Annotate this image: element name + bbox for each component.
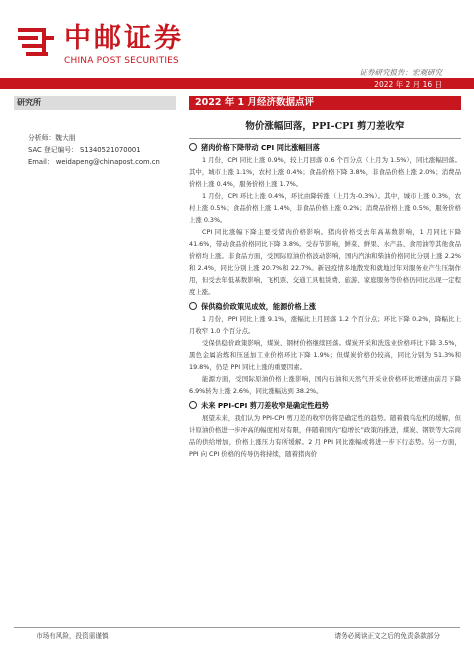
report-subtitle: 物价涨幅回落，PPI-CPI 剪刀差收窄 <box>245 121 405 132</box>
subtitle-divider <box>189 138 461 139</box>
paragraph: CPI 同比涨幅下降主要受猪肉价格影响。猪肉价格受去年高基数影响，1 月同比下降 41.6%，带动食品价格同比下降 3.8%。受春节影响，鲜菜、鲜果、水产品、食用油等其他食品价格均上涨。非食品方面，受国际原油价格波动影响，国内汽油和柴油价格同比分别上涨 2.2%和 2.4%，同比分别上涨 20.7%和 22.7%。新冠疫情多地散发和就地过年对服务业产生压制作用，但受去年低基数影响，飞机票、交通工具租赁费、旅游、家庭服务等价格仍同比出现一定程度上涨。 <box>189 228 461 296</box>
analyst-email: Email： weidapeng@chinapost.com.cn <box>28 158 160 166</box>
report-title: 2022 年 1 月经济数据点评 <box>189 96 461 110</box>
footer-divider <box>14 627 460 628</box>
section-heading-3: 未来 PPI-CPI 剪刀差收窄是确定性趋势 <box>189 400 461 412</box>
paragraph: 能源方面，受国际原油价格上涨影响，国内石油和天然气开采业价格环比增速由前月下降 6.9%转为上涨 2.6%，同比涨幅达到 38.2%。 <box>189 375 461 395</box>
brand-name-cn: 中邮证券 <box>64 23 184 54</box>
left-panel <box>14 96 176 168</box>
paragraph: 受保供稳价政策影响，煤炭、钢材价格继续回落。煤炭开采和洗选业价格环比下降 3.5%，黑色金属冶炼和压延加工业价格环比下降 1.9%；但煤炭价格仍较高，同比分别为 51.3%和 19.8%，仍是 PPI 同比上涨的重要因素。 <box>189 339 461 371</box>
bullet-icon <box>189 302 197 310</box>
left-panel-heading: 研究所 <box>14 96 176 110</box>
analyst-sac: SAC 登记编号： S1340521070001 <box>28 146 141 154</box>
footer-disclaimer: 请务必阅读正文之后的免责条款部分 <box>334 632 440 640</box>
brand-name-en: CHINA POST SECURITIES <box>64 56 179 66</box>
paragraph: 1 月份，PPI 同比上涨 9.1%，涨幅比上月回落 1.2 个百分点；环比下降 0.2%，降幅比上月收窄 1.0 个百分点。 <box>189 315 461 335</box>
china-post-logo-icon <box>16 22 56 62</box>
report-type: 证券研究报告：宏观研究 <box>359 68 442 77</box>
paragraph: 展望未来，我们认为 PPI-CPI 剪刀差的收窄仍将是确定性的趋势。随着俄乌危机的缓解，但计原油价格进一步冲高的幅度相对有限，伴随着国内“稳增长”政策的推进，煤炭、钢铁等大宗商品的供给增加，价格上涨压力有所缓解。2 月 PPI 同比涨幅或将进一步下行态势。另一方面，PPI 向 CPI 价格的传导仍将持续，随着猪肉价 <box>189 414 461 458</box>
report-date: 2022 年 2 月 16 日 <box>374 80 442 89</box>
main-content <box>189 96 461 460</box>
analyst-info <box>14 132 176 168</box>
bullet-icon <box>189 143 197 151</box>
section-heading-2: 保供稳价政策见成效，能源价格上涨 <box>189 301 461 313</box>
paragraph: 1 月份，CPI 环比上涨 0.4%，环比由降转涨（上月为-0.3%）。其中，城市上涨 0.3%，农村上涨 0.5%；食品价格上涨 1.4%，非食品价格上涨 0.2%；消费品价格上涨 0.5%，服务价格上涨 0.3%。 <box>189 192 461 224</box>
bullet-icon <box>189 401 197 409</box>
footer-risk-note: 市场有风险，投资需谨慎 <box>36 632 109 640</box>
section-heading-1: 猪肉价格下降带动 CPI 同比涨幅回落 <box>189 142 461 154</box>
analyst-name: 分析师：魏大朋 <box>28 134 76 142</box>
paragraph: 1 月份，CPI 同比上涨 0.9%，较上月回落 0.6 个百分点（上月为 1.5%），同比涨幅回落。其中，城市上涨 1.1%，农村上涨 0.4%；食品价格下降 3.8%，非食品价格上涨 2.0%；消费品价格上涨 0.4%，服务价格上涨 1.7%。 <box>189 156 461 188</box>
